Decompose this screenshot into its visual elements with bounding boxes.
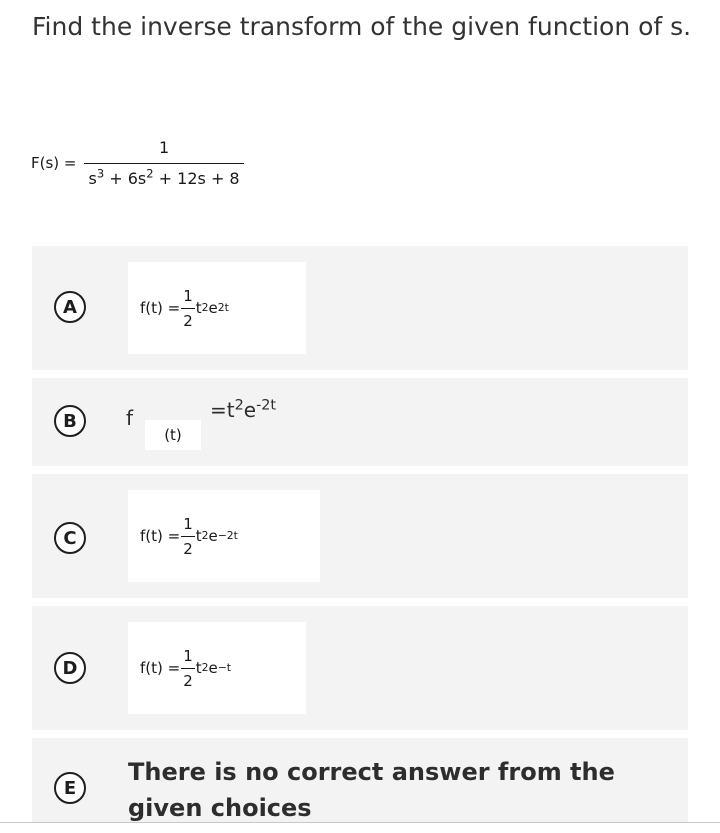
option-a-letter: A xyxy=(54,291,86,323)
problem-numerator: 1 xyxy=(158,138,170,157)
option-c-letter: C xyxy=(54,522,86,554)
den-mid1-exp: 2 xyxy=(146,166,154,181)
den-s: s xyxy=(88,169,97,188)
option-c[interactable] xyxy=(32,474,688,598)
option-d[interactable] xyxy=(32,606,688,730)
option-b-f: f xyxy=(126,406,134,430)
option-d-num: 1 xyxy=(183,646,193,665)
option-c-t: t xyxy=(195,527,202,545)
option-e-letter: E xyxy=(54,772,86,804)
option-b-letter: B xyxy=(54,405,86,437)
option-d-formula: f(t) = $\frac{1}{2}$ t 2 e −t xyxy=(128,622,306,714)
question-text: Find the inverse transform of the given function of s. xyxy=(32,12,692,41)
option-b-e: e xyxy=(243,398,257,422)
problem-lhs: F(s) = xyxy=(31,154,77,172)
option-e[interactable] xyxy=(32,738,688,833)
option-a-e: e xyxy=(208,299,218,317)
option-a-num: 1 xyxy=(183,286,193,305)
option-a[interactable] xyxy=(32,246,688,370)
option-d-e: e xyxy=(208,659,218,677)
option-c-fraction xyxy=(181,515,195,558)
option-c-num: 1 xyxy=(183,514,193,533)
option-b-e-exp: -2t xyxy=(256,397,277,414)
option-d-t: t xyxy=(195,659,202,677)
option-a-lhs: f(t) = xyxy=(140,299,181,317)
option-d-fraction xyxy=(181,647,195,690)
option-b-t-arg: (t) xyxy=(145,420,201,450)
option-a-t: t xyxy=(195,299,202,317)
option-c-e: e xyxy=(208,527,218,545)
option-b[interactable] xyxy=(32,378,688,466)
den-s-exp: 3 xyxy=(96,166,105,181)
option-a-den: 2 xyxy=(181,308,195,330)
option-b-rhs xyxy=(210,398,276,422)
option-d-lhs: f(t) = xyxy=(140,659,181,677)
problem-formula xyxy=(31,138,244,188)
option-e-text: There is no correct answer from the given choices xyxy=(128,758,615,822)
den-tail: + 12s + 8 xyxy=(153,169,240,188)
option-b-t-exp: 2 xyxy=(234,397,244,414)
option-c-lhs: f(t) = xyxy=(140,527,181,545)
problem-fraction xyxy=(84,138,243,188)
option-d-letter: D xyxy=(54,652,86,684)
bottom-edge xyxy=(0,823,720,833)
den-mid1: + 6s xyxy=(104,169,147,188)
option-b-eq-t: =t xyxy=(210,398,235,422)
option-a-formula: f(t) = $\frac{1}{2}$ t 2 e 2t xyxy=(128,262,306,354)
problem-denominator xyxy=(84,163,243,188)
option-d-den: 2 xyxy=(181,668,195,690)
option-c-formula: f(t) = $\frac{1}{2}$ t 2 e −2t xyxy=(128,490,320,582)
option-c-den: 2 xyxy=(181,536,195,558)
option-a-fraction xyxy=(181,287,195,330)
